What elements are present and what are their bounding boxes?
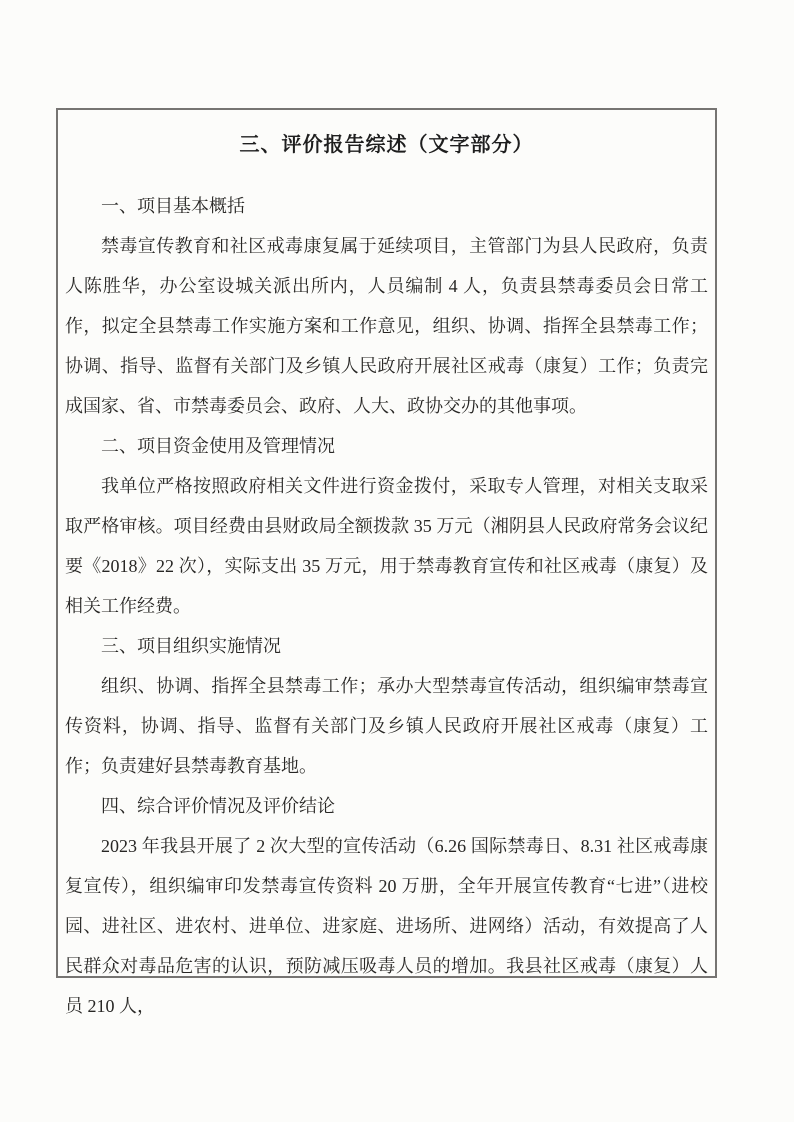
section-heading: 二、项目资金使用及管理情况 [101,436,335,456]
report-frame [56,108,717,1016]
report-title: 三、评价报告综述（文字部分） [239,134,534,156]
section-paragraph: 我单位严格按照政府相关文件进行资金拨付，采取专人管理，对相关支取采取严格审核。项目经费由县财政局全额拨款 35 万元（湘阴县人民政府常务会议纪要《2018》22 次），实际支出 35 万元，用于禁毒教育宣传和社区戒毒（康复）及相关工作经费。 [65,476,708,616]
section-paragraph: 组织、协调、指挥全县禁毒工作；承办大型禁毒宣传活动，组织编审禁毒宣传资料，协调、指导、监督有关部门及乡镇人民政府开展社区戒毒（康复）工作；负责建好县禁毒教育基地。 [65,676,708,776]
section-paragraph: 禁毒宣传教育和社区戒毒康复属于延续项目，主管部门为县人民政府，负责人陈胜华，办公室设城关派出所内，人员编制 4 人，负责县禁毒委员会日常工作，拟定全县禁毒工作实施方案和工作意见，组织、协调、指挥全县禁毒工作；协调、指导、监督有关部门及乡镇人民政府开展社区戒毒（康复）工作；负责完成国家、省、市禁毒委员会、政府、人大、政协交办的其他事项。 [65,236,708,416]
report-body [65,186,708,1026]
section-heading: 三、项目组织实施情况 [101,636,281,656]
section-heading: 四、综合评价情况及评价结论 [101,796,335,816]
section-heading: 一、项目基本概括 [101,196,245,216]
section-paragraph: 2023 年我县开展了 2 次大型的宣传活动（6.26 国际禁毒日、8.31 社区戒毒康复宣传），组织编审印发禁毒宣传资料 20 万册，全年开展宣传教育“七进”（进校园、进社区、进农村、进单位、进家庭、进场所、进网络）活动，有效提高了人民群众对毒品危害的认识，预防减压吸毒人员的增加。我县社区戒毒（康复）人员 210 人， [65,836,708,1016]
